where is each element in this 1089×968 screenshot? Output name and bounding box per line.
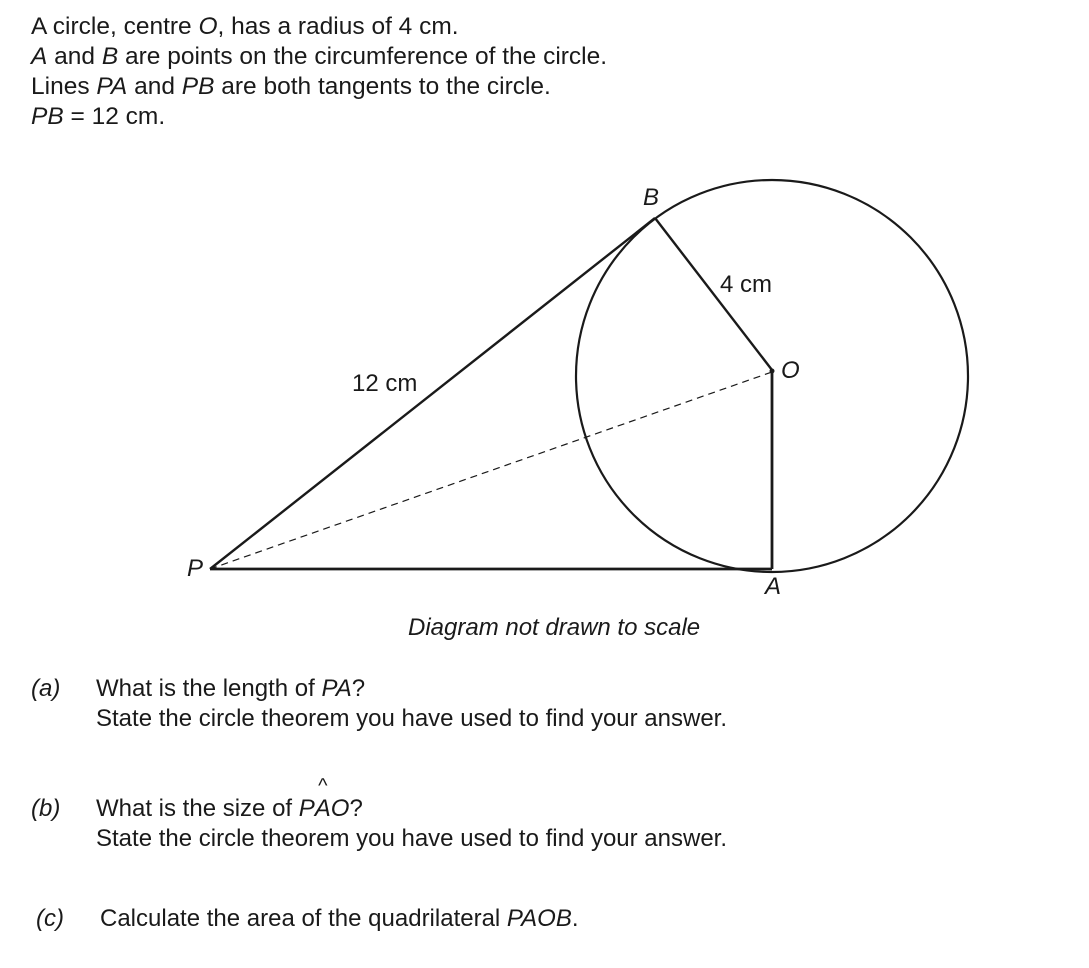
label-A: A xyxy=(765,573,782,600)
question-b-tag: (b) xyxy=(31,795,61,822)
text-italic: A xyxy=(314,795,331,822)
text-italic: B xyxy=(101,43,119,70)
label-PB-length: 12 cm xyxy=(352,370,418,397)
text: and xyxy=(47,43,102,70)
question-c xyxy=(36,904,936,936)
question-b-line-1 xyxy=(96,775,363,824)
text: What is the size of xyxy=(96,795,299,822)
question-a-line-2: State the circle theorem you have used to find your answer. xyxy=(96,705,728,732)
text-italic: PA xyxy=(96,73,128,100)
text-italic: O xyxy=(198,13,218,40)
question-c-tag: (c) xyxy=(36,905,64,932)
text: Lines xyxy=(31,73,97,100)
text-italic: A xyxy=(31,43,48,70)
question-b xyxy=(31,775,931,854)
text: ? xyxy=(351,675,366,702)
text: , has a radius of 4 cm. xyxy=(217,13,459,40)
text-italic: PB xyxy=(181,73,215,100)
text: and xyxy=(127,73,182,100)
label-B: B xyxy=(643,184,660,211)
diagram-caption: Diagram not drawn to scale xyxy=(408,614,701,641)
question-a-line-1 xyxy=(96,674,365,704)
text-italic: PB xyxy=(31,103,64,130)
text: A circle, centre xyxy=(31,13,199,40)
centre-point-O xyxy=(770,369,775,374)
question-b-line-2: State the circle theorem you have used to find your answer. xyxy=(96,825,728,852)
text: ? xyxy=(349,795,363,822)
label-radius: 4 cm xyxy=(720,271,773,298)
question-c-line-1 xyxy=(100,904,579,934)
question-a xyxy=(31,674,931,734)
text: . xyxy=(571,905,579,932)
tangent-PB xyxy=(210,218,655,569)
label-P: P xyxy=(187,555,204,582)
text: are both tangents to the circle. xyxy=(214,73,551,100)
angle-vertex xyxy=(314,775,331,824)
text: are points on the circumference of the circle. xyxy=(118,43,608,70)
text-italic: PA xyxy=(321,675,352,702)
text: What is the length of xyxy=(96,675,322,702)
question-a-tag: (a) xyxy=(31,675,61,702)
text-italic: P xyxy=(298,795,315,822)
line-PO-dashed xyxy=(210,372,772,569)
text-italic: PAOB xyxy=(506,905,572,932)
text: Calculate the area of the quadrilateral xyxy=(100,905,507,932)
text-italic: O xyxy=(330,795,350,822)
label-O: O xyxy=(781,357,800,384)
text: = 12 cm. xyxy=(63,103,166,130)
hat-symbol: ^ xyxy=(318,775,328,797)
